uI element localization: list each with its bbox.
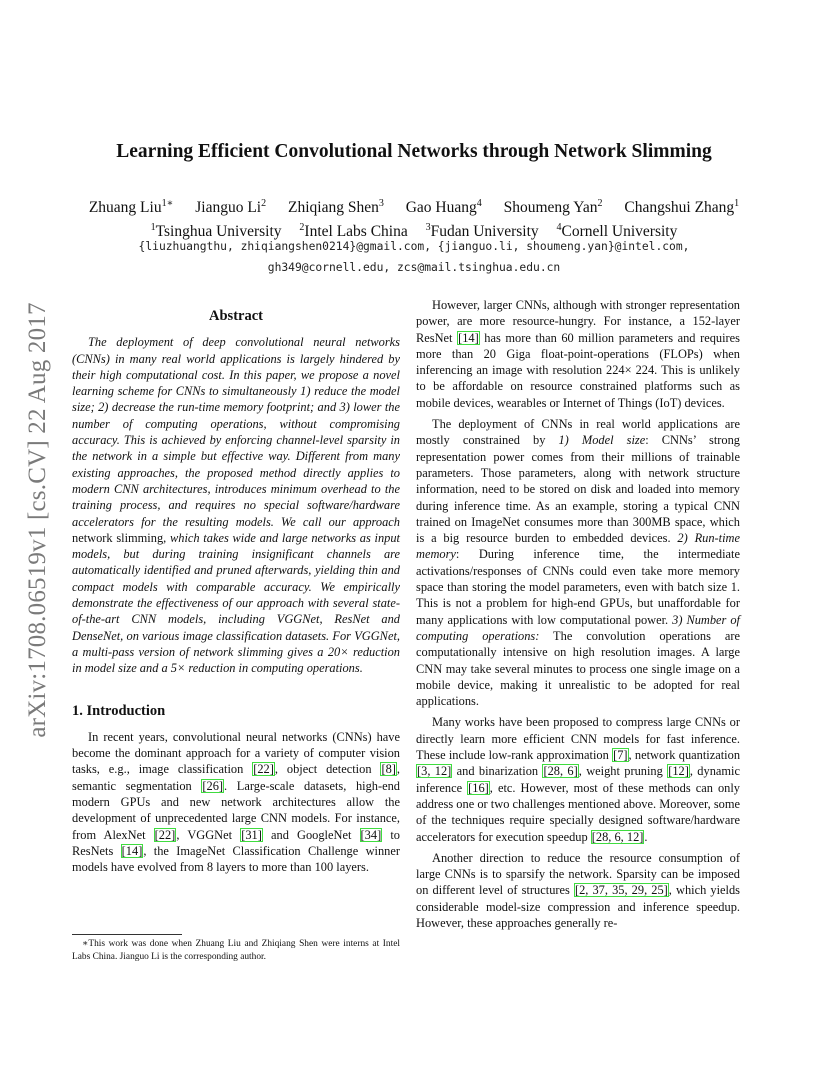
citation-link[interactable]: [3, 12] bbox=[417, 764, 452, 779]
email-line: gh349@cornell.edu, zcs@mail.tsinghua.edu.cn bbox=[267, 261, 561, 274]
arxiv-stamp bbox=[20, 280, 56, 760]
citation-link[interactable]: [8] bbox=[381, 762, 396, 777]
intro-paragraph: In recent years, convolutional neural networks (CNNs) have become the dominant approach for a variety of computer vision tasks, e.g., image classification [22], object detection [8], semantic segmentation [26]. Large-scale datasets, high-end modern GPUs and new network architectures allow the development of unprecedented large CNN models. For instance, from AlexNet [22], VGGNet [31] and GoogleNet [34] to ResNets [14], the ImageNet Classification Challenge winner models have evolved from 8 layers to more than 100 layers. bbox=[72, 729, 400, 875]
citation-link[interactable]: [34] bbox=[360, 827, 382, 842]
citation-link[interactable]: [14] bbox=[121, 843, 143, 858]
author: Gao Huang$^4$ bbox=[405, 198, 482, 217]
affiliation: $^3$Fudan University bbox=[425, 222, 539, 241]
affiliation: $^1$Tsinghua University bbox=[150, 222, 282, 241]
section-heading: 1. Introduction bbox=[72, 702, 166, 719]
author: Jianguo Li$^2$ bbox=[195, 198, 267, 217]
author: Zhuang Liu$^{1∗}$ bbox=[88, 198, 174, 217]
citation-link[interactable]: [2, 37, 35, 29, 25] bbox=[574, 883, 668, 898]
citation-link[interactable]: [22] bbox=[253, 762, 274, 777]
arxiv-stamp-text: arXiv:1708.06519v1 [cs.CV] 22 Aug 2017 bbox=[24, 302, 51, 738]
author: Shoumeng Yan$^2$ bbox=[503, 198, 603, 217]
footnote-divider bbox=[72, 934, 182, 935]
body-paragraph: However, larger CNNs, although with stronger representation power, are more resource-hungry. For instance, a 152-layer ResNet [14] has more than 60 million parameters and requires more than 20 Giga float-point-operations (FLOPs) when inferencing an image with resolution 224× 224. This is unlikely to be affordable on resource constrained platforms such as mobile devices, wearables or Internet of Things (IoT) devices. bbox=[416, 298, 740, 410]
body-paragraph: Many works have been proposed to compress large CNNs or directly learn more efficient CNN models for fast inference. These include low-rank approximation [7], network quantization [3, 12] and binarization [28, 6], weight pruning [12], dynamic inference [16], etc. However, most of these methods can only address one or two challenges mentioned above. Moreover, some of the techniques require specially designed software/hardware accelerators for execution speedup [28, 6, 12]. bbox=[416, 715, 741, 844]
citation-link[interactable]: [28, 6, 12] bbox=[591, 829, 644, 844]
citation-link[interactable]: [12] bbox=[668, 764, 689, 779]
body-paragraph: The deployment of CNNs in real world applications are mostly constrained by 1) Model size: CNNs’ strong representation power comes from their millions of trainable parameters. Those parameters, along with network structure information, need to be stored on disk and loaded into memory during inference time. As an example, storing a typical CNN trained on ImageNet consumes more than 300MB space, which is a big resource burden to embedded devices. 2) Run-time memory: During inference time, the intermediate activations/responses of CNNs could even take more memory space than storing the model parameters, even with batch size 1. This is not a problem for high-end GPUs, but unaffordable for many applications with low computational power. 3) Number of computing operations: The convolution operations are computationally intensive on high resolution images. A large CNN may take several minutes to process one single image on a mobile device, making it unrealistic to be adopted for real applications. bbox=[416, 417, 740, 709]
right-column bbox=[416, 297, 740, 936]
paper-title: Learning Efficient Convolutional Networks through Network Slimming bbox=[116, 141, 712, 162]
citation-link[interactable]: [31] bbox=[241, 827, 262, 842]
citation-link[interactable]: [16] bbox=[468, 780, 489, 795]
body-paragraph: Another direction to reduce the resource consumption of large CNNs is to sparsify the network. Sparsity can be imposed on different level of structures [2, 37, 35, 29, 25], which yields considerable model-size compression and inference speedup. However, these approaches generally re- bbox=[416, 850, 740, 930]
citation-link[interactable]: [28, 6] bbox=[543, 764, 578, 779]
affiliation: $^4$Cornell University bbox=[556, 222, 678, 241]
citation-link[interactable]: [7] bbox=[613, 748, 628, 763]
author-list bbox=[70, 194, 758, 218]
citation-link[interactable]: [26] bbox=[202, 778, 224, 793]
abstract-text: The deployment of deep convolutional neural networks (CNNs) in many real world applications is largely hindered by their high computational cost. In this paper, we propose a novel learning scheme for CNNs to simultaneously 1) reduce the model size; 2) decrease the run-time memory footprint; and 3) lower the number of computing operations, without compromising accuracy. This is achieved by enforcing channel-level sparsity in the network in a simple but effective way. Different from many existing approaches, the proposed method directly applies to modern CNN architectures, introduces minimum overhead to the training process, and requires no special software/hardware accelerators for the resulting models. We call our approach network slimming, which takes wide and large networks as input models, but during training insignificant channels are automatically identified and pruned afterwards, yielding thin and compact models with comparable accuracy. We empirically demonstrate the effectiveness of our approach with several state-of-the-art CNN models, including VGGNet, ResNet and DenseNet, on various image classification datasets. For VGGNet, a multi-pass version of network slimming gives a 20× reduction in model size and a 5× reduction in computing operations. bbox=[72, 335, 400, 676]
citation-link[interactable]: [14] bbox=[458, 330, 479, 345]
author: Zhiqiang Shen$^3$ bbox=[288, 198, 384, 217]
email-block bbox=[70, 236, 758, 278]
author: Changshui Zhang$^1$ bbox=[624, 198, 740, 217]
affiliation: $^2$Intel Labs China bbox=[299, 222, 408, 241]
citation-link[interactable]: [22] bbox=[154, 827, 176, 842]
email-line: {liuzhuangthu, zhiqiangshen0214}@gmail.com, {jianguo.li, shoumeng.yan}@intel.com, bbox=[138, 240, 690, 253]
abstract-heading: Abstract bbox=[209, 308, 263, 324]
footnote: ∗This work was done when Zhuang Liu and Zhiqiang Shen were interns at Intel Labs China. Jianguo Li is the corresponding author. bbox=[72, 939, 400, 962]
left-column bbox=[72, 308, 400, 881]
